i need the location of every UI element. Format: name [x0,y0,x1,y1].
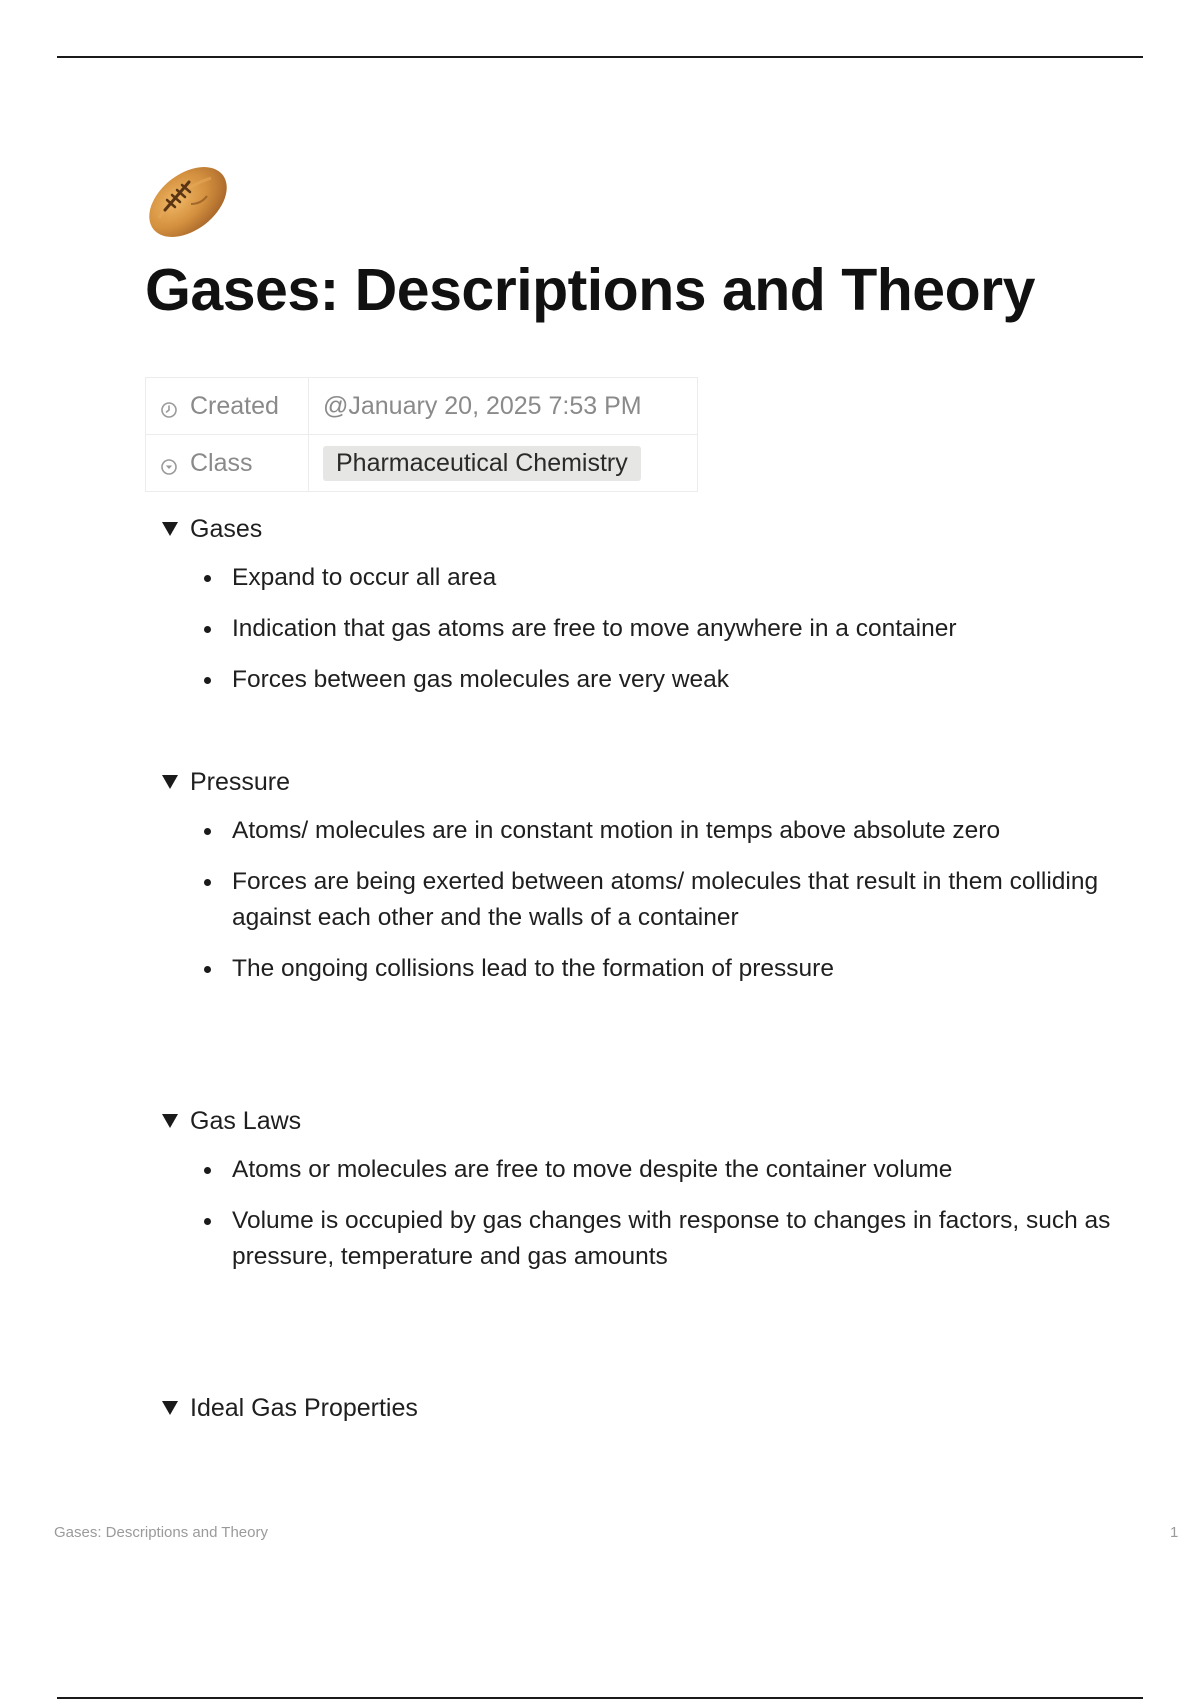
top-rule [57,56,1143,58]
toggle-triangle-icon[interactable] [162,1114,178,1128]
toggle-heading: Ideal Gas Properties [190,1393,418,1422]
property-value-class[interactable] [309,435,698,492]
toggle-triangle-icon[interactable] [162,775,178,789]
footer-title: Gases: Descriptions and Theory [54,1524,268,1541]
property-row-class [146,435,698,492]
toggle-heading: Pressure [190,767,291,796]
select-icon [160,454,178,472]
list-item [160,1203,1132,1275]
list-item-text: Atoms or molecules are free to move despite the container volume [232,1156,953,1183]
list-item-text: Forces between gas molecules are very weak [232,666,730,693]
toggle-header-ideal-gas-properties[interactable] [160,1391,418,1425]
property-label-created: Created [190,391,279,420]
bullet-list [160,1152,1132,1275]
bullet-icon [204,575,211,582]
bullet-icon [204,1218,211,1225]
bullet-icon [204,828,211,835]
page-number: 1 [1170,1524,1179,1541]
toggle-triangle-icon[interactable] [162,522,178,536]
toggle-heading: Gas Laws [190,1106,302,1135]
bottom-rule [57,1697,1143,1699]
list-item-text: Expand to occur all area [232,564,497,591]
list-item [160,813,1132,849]
property-name-class [146,435,309,492]
properties-table [145,377,698,492]
list-item-text: The ongoing collisions lead to the formation of pressure [232,955,834,982]
bullet-list [160,813,1132,987]
bullet-icon [204,626,211,633]
page-title: Gases: Descriptions and Theory [145,257,1035,323]
property-name-created [146,378,309,435]
bullet-icon [204,1167,211,1174]
toggle-header-gases[interactable] [160,512,1132,546]
bullet-list [160,560,1132,698]
list-item-text: Indication that gas atoms are free to move anywhere in a container [232,615,957,642]
property-value-created[interactable]: @January 20, 2025 7:53 PM [309,378,698,435]
list-item [160,662,1132,698]
property-label-class: Class [190,448,253,477]
toggle-heading: Gases [190,514,263,543]
list-item [160,560,1132,596]
class-tag[interactable]: Pharmaceutical Chemistry [323,446,641,481]
toggle-section-ideal-gas-properties [160,1391,418,1425]
list-item-text: Atoms/ molecules are in constant motion in temps above absolute zero [232,817,1001,844]
bullet-icon [204,677,211,684]
toggle-triangle-icon[interactable] [162,1401,178,1415]
bullet-icon [204,966,211,973]
toggle-header-pressure[interactable] [160,765,1132,799]
property-row-created [146,378,698,435]
toggle-section-gas-laws [160,1104,1132,1275]
toggle-header-gas-laws[interactable] [160,1104,1132,1138]
toggle-section-gases [160,512,1132,698]
toggle-section-pressure [160,765,1132,987]
clock-icon [160,397,178,415]
list-item [160,611,1132,647]
list-item-text: Volume is occupied by gas changes with response to changes in factors, such as pressure, temperature and gas amounts [232,1207,1111,1270]
list-item-text: Forces are being exerted between atoms/ molecules that result in them colliding against each other and the walls of a container [232,868,1099,931]
bullet-icon [204,879,211,886]
list-item [160,864,1132,936]
list-item [160,951,1132,987]
list-item [160,1152,1132,1188]
american-football-icon [145,160,231,244]
